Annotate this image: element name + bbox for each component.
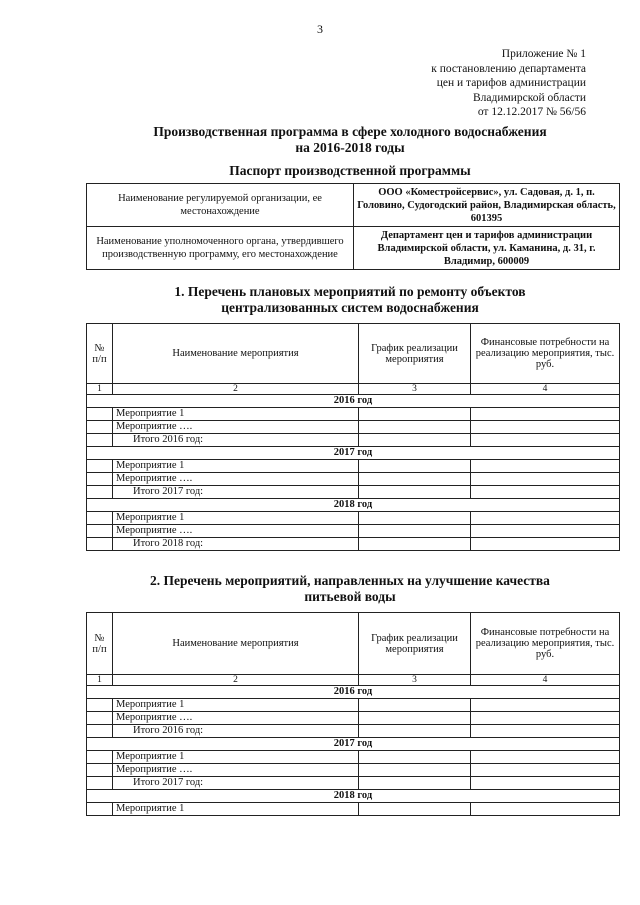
year-row: [87, 738, 620, 751]
index-cell: 1: [87, 675, 113, 686]
passport-title: Паспорт производственной программы: [229, 163, 471, 178]
measure-cell: Мероприятие 1: [113, 460, 359, 473]
section-title-line: питьевой воды: [304, 589, 396, 604]
index-cell: 1: [87, 384, 113, 395]
index-cell: 4: [471, 675, 620, 686]
table-header-row: [87, 324, 620, 384]
title-line: на 2016-2018 годы: [295, 140, 405, 155]
passport-table: [86, 183, 620, 270]
appendix-line: цен и тарифов администрации: [436, 77, 586, 89]
section-title-line: 2. Перечень мероприятий, направленных на улучшение качества: [150, 573, 550, 588]
header-schedule: График реализации мероприятия: [359, 613, 471, 675]
measure-cell: Мероприятие 1: [113, 408, 359, 421]
year-row: [87, 395, 620, 408]
table-row: [87, 525, 620, 538]
appendix-line: Приложение № 1: [501, 48, 586, 60]
index-cell: 3: [359, 675, 471, 686]
total-cell: Итого 2017 год:: [113, 777, 359, 790]
index-cell: 2: [113, 384, 359, 395]
index-cell: 4: [471, 384, 620, 395]
passport-row: [87, 227, 620, 270]
measure-cell: Мероприятие ….: [113, 473, 359, 486]
total-row: [87, 777, 620, 790]
year-label: 2017 год: [87, 447, 620, 460]
year-row: [87, 686, 620, 699]
year-label: 2018 год: [87, 790, 620, 803]
measure-cell: Мероприятие 1: [113, 512, 359, 525]
passport-label: Наименование регулируемой организации, ее местонахождение: [87, 184, 354, 227]
total-cell: Итого 2016 год:: [113, 725, 359, 738]
appendix-block: [336, 47, 586, 120]
measure-cell: Мероприятие ….: [113, 764, 359, 777]
header-name: Наименование мероприятия: [113, 613, 359, 675]
header-finance: Финансовые потребности на реализацию мероприятия, тыс. руб.: [471, 324, 620, 384]
index-cell: 2: [113, 675, 359, 686]
appendix-line: к постановлению департамента: [431, 62, 586, 75]
passport-row: [87, 184, 620, 227]
repair-measures-table: [86, 323, 620, 551]
passport-value: ООО «Коместройсервис», ул. Садовая, д. 1, п. Головино, Судогодский район, Владимирская область, 601395: [354, 184, 620, 227]
year-label: 2018 год: [87, 499, 620, 512]
table-row: [87, 473, 620, 486]
year-label: 2016 год: [87, 686, 620, 699]
total-cell: Итого 2017 год:: [113, 486, 359, 499]
section2-title: [80, 573, 620, 605]
passport-value: Департамент цен и тарифов администрации Владимирской области, ул. Каманина, д. 31, г. Владимир, 600009: [354, 227, 620, 270]
header-schedule: График реализации мероприятия: [359, 324, 471, 384]
year-row: [87, 447, 620, 460]
year-row: [87, 499, 620, 512]
measure-cell: Мероприятие ….: [113, 421, 359, 434]
year-row: [87, 790, 620, 803]
appendix-line: от 12.12.2017 № 56/56: [477, 106, 586, 118]
page-number: 3: [317, 22, 323, 36]
header-num: № п/п: [87, 613, 113, 675]
table-row: [87, 460, 620, 473]
section1-title: [80, 284, 620, 316]
passport-label: Наименование уполномоченного органа, утвердившего производственную программу, его местонахождение: [87, 227, 354, 270]
table-row: [87, 421, 620, 434]
total-cell: Итого 2016 год:: [113, 434, 359, 447]
title-line: Производственная программа в сфере холодного водоснабжения: [153, 124, 547, 139]
appendix-line: Владимирской области: [472, 91, 586, 104]
measure-cell: Мероприятие 1: [113, 699, 359, 712]
year-label: 2017 год: [87, 738, 620, 751]
total-row: [87, 538, 620, 551]
table-row: [87, 512, 620, 525]
index-row: [87, 384, 620, 395]
index-row: [87, 675, 620, 686]
year-label: 2016 год: [87, 395, 620, 408]
measure-cell: Мероприятие 1: [113, 803, 359, 816]
table-row: [87, 408, 620, 421]
total-row: [87, 486, 620, 499]
section-title-line: 1. Перечень плановых мероприятий по ремонту объектов: [174, 284, 526, 299]
measure-cell: Мероприятие ….: [113, 525, 359, 538]
table-row: [87, 699, 620, 712]
header-num: № п/п: [87, 324, 113, 384]
total-cell: Итого 2018 год:: [113, 538, 359, 551]
header-finance: Финансовые потребности на реализацию мероприятия, тыс. руб.: [471, 613, 620, 675]
index-cell: 3: [359, 384, 471, 395]
total-row: [87, 725, 620, 738]
table-header-row: [87, 613, 620, 675]
table-row: [87, 751, 620, 764]
total-row: [87, 434, 620, 447]
measure-cell: Мероприятие 1: [113, 751, 359, 764]
table-row: [87, 712, 620, 725]
document-title: [60, 124, 640, 156]
header-name: Наименование мероприятия: [113, 324, 359, 384]
water-quality-table: [86, 612, 620, 816]
table-row: [87, 764, 620, 777]
section-title-line: централизованных систем водоснабжения: [221, 300, 479, 315]
measure-cell: Мероприятие ….: [113, 712, 359, 725]
table-row: [87, 803, 620, 816]
